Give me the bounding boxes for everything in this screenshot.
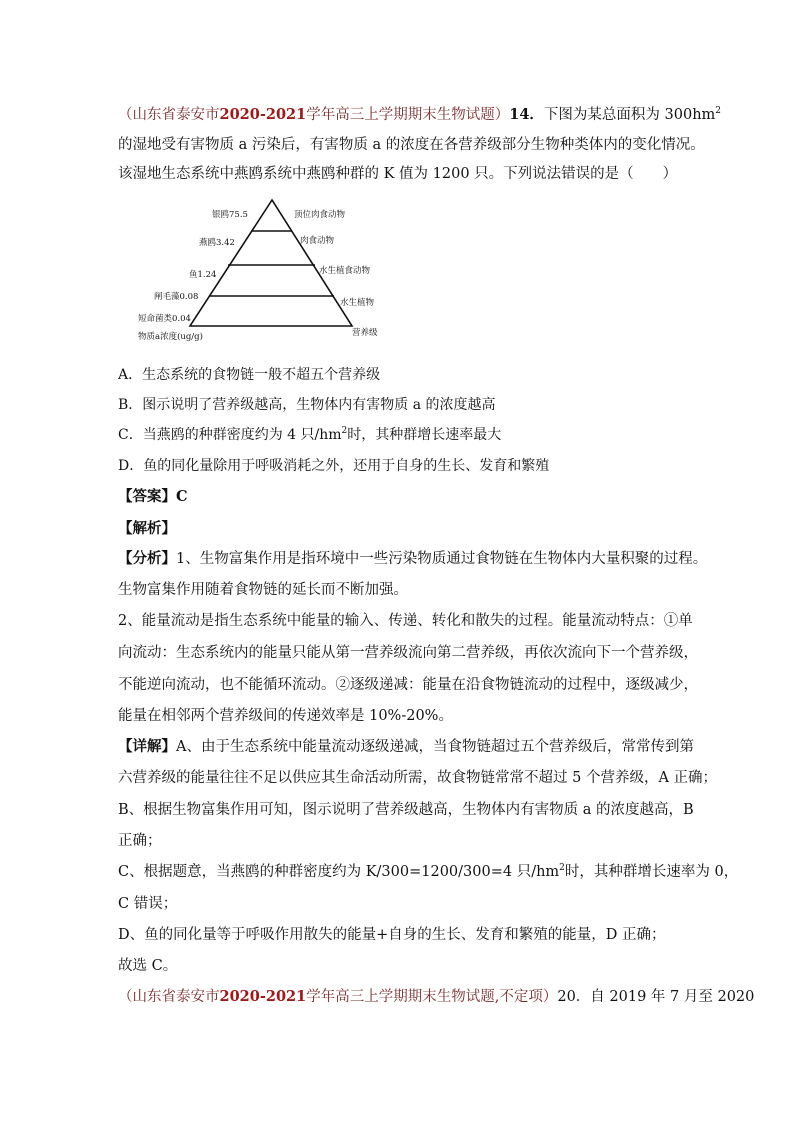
analysis-line-1: [118, 549, 707, 569]
pyramid-axis-label: 营养级: [352, 328, 378, 338]
explain-label: 【解析】: [118, 520, 176, 537]
q14-line-3: 该湿地生态系统中燕鸥系统中燕鸥种群的 K 值为 1200 只。下列说法错误的是（ ）: [118, 166, 678, 182]
q20-source-prefix: （山东省泰安市: [118, 989, 220, 1005]
detail-line-8: 故选 C。: [118, 958, 178, 974]
q20-source: [118, 989, 557, 1005]
detail-line-5: [118, 862, 738, 882]
option-c-text-end: 时，其种群增长速率最大: [347, 427, 502, 443]
detail-text-1: A、由于生态系统中能量流动逐级递减，当食物链超过五个营养级后，常常传到第: [176, 739, 694, 755]
analysis-line-6: 能量在相邻两个营养级间的传递效率是 10%-20%。: [118, 708, 453, 724]
q20-line-1: [118, 987, 754, 1007]
q14-source: [118, 107, 509, 123]
analysis-line-5: 不能逆向流动，也不能循环流动。②逐级递减：能量在沿食物链流动的过程中，逐级减少，: [118, 677, 698, 693]
pyramid-right-label: 水生植食动物: [319, 266, 371, 276]
detail-text-5-end: 时，其种群增长速率为 0，: [564, 864, 739, 880]
pyramid-left-label: 短命菌类0.04: [138, 314, 191, 324]
answer-line: [118, 487, 188, 507]
pyramid-right-label: 水生植物: [340, 298, 375, 308]
answer-label: 【答案】: [118, 488, 176, 505]
pyramid-right-label: 顶位肉食动物: [294, 210, 346, 220]
pyramid-left-label: 银鸥75.5: [212, 210, 248, 220]
option-a: A．生态系统的食物链一般不超五个营养级: [118, 367, 381, 383]
option-c: [118, 425, 501, 445]
q20-source-year: 2020-2021: [219, 988, 307, 1005]
analysis-text-1: 1、生物富集作用是指环境中一些污染物质通过食物链在生物体内大量积聚的过程。: [176, 551, 708, 567]
q14-line-1: [118, 105, 721, 125]
trophic-pyramid-diagram: [132, 195, 382, 345]
q20-text: 20．自 2019 年 7 月至 2020: [557, 989, 755, 1005]
q14-source-prefix: （山东省泰安市: [118, 107, 220, 123]
detail-line-1: [118, 737, 694, 757]
detail-sup: 2: [559, 863, 565, 873]
detail-line-7: D、鱼的同化量等于呼吸作用散失的能量+自身的生长、发育和繁殖的能量，D 正确；: [118, 927, 666, 943]
option-d: D．鱼的同化量除用于呼吸消耗之外，还用于自身的生长、发育和繁殖: [118, 458, 550, 474]
detail-text-5: C、根据题意，当燕鸥的种群密度约为 K/300=1200/300=4 只/hm: [118, 864, 560, 880]
q14-sup: 2: [715, 106, 722, 116]
pyramid-left-label: 燕鸥3.42: [199, 238, 235, 248]
q14-source-rest: 学年高三上学期期末生物试题）: [306, 107, 510, 123]
pyramid-axis-label: 物质a浓度(ug/g): [138, 332, 203, 342]
detail-line-2: 六营养级的能量往往不足以供应其生命活动所需，故食物链常常不超过 5 个营养级，A 正确；: [118, 770, 718, 786]
pyramid-left-label: 鱼1.24: [189, 270, 217, 280]
analysis-label: 【分析】: [118, 550, 176, 567]
option-c-text: C．当燕鸥的种群密度约为 4 只/hm: [118, 427, 342, 443]
option-c-sup: 2: [341, 426, 348, 436]
q14-number: 14．: [509, 106, 544, 123]
analysis-line-3: 2、能量流动是指生态系统中能量的输入、传递、转化和散失的过程。能量流动特点：①单: [118, 613, 693, 629]
q20-source-rest: 学年高三上学期期末生物试题,不定项）: [306, 989, 558, 1005]
detail-line-4: 正确；: [118, 833, 162, 849]
q14-text-1: 下图为某总面积为 300hm: [543, 107, 716, 123]
detail-line-6: C 错误；: [118, 896, 178, 912]
pyramid-right-label: 肉食动物: [300, 236, 335, 246]
pyramid-left-label: 闸毛藻0.08: [154, 292, 199, 302]
analysis-line-2: 生物富集作用随着食物链的延长而不断加强。: [118, 582, 408, 598]
option-b: B．图示说明了营养级越高，生物体内有害物质 a 的浓度越高: [118, 397, 496, 413]
answer-value: C: [176, 488, 188, 505]
q14-source-year: 2020-2021: [219, 106, 307, 123]
analysis-line-4: 向流动：生态系统内的能量只能从第一营养级流向第二营养级，再依次流向下一个营养级，: [118, 645, 698, 661]
q14-line-2: 的湿地受有害物质 a 污染后，有害物质 a 的浓度在各营养级部分生物种类体内的变化情况。: [118, 137, 705, 153]
detail-label: 【详解】: [118, 738, 176, 755]
detail-line-3: B、根据生物富集作用可知，图示说明了营养级越高，生物体内有害物质 a 的浓度越高，B: [118, 802, 694, 818]
